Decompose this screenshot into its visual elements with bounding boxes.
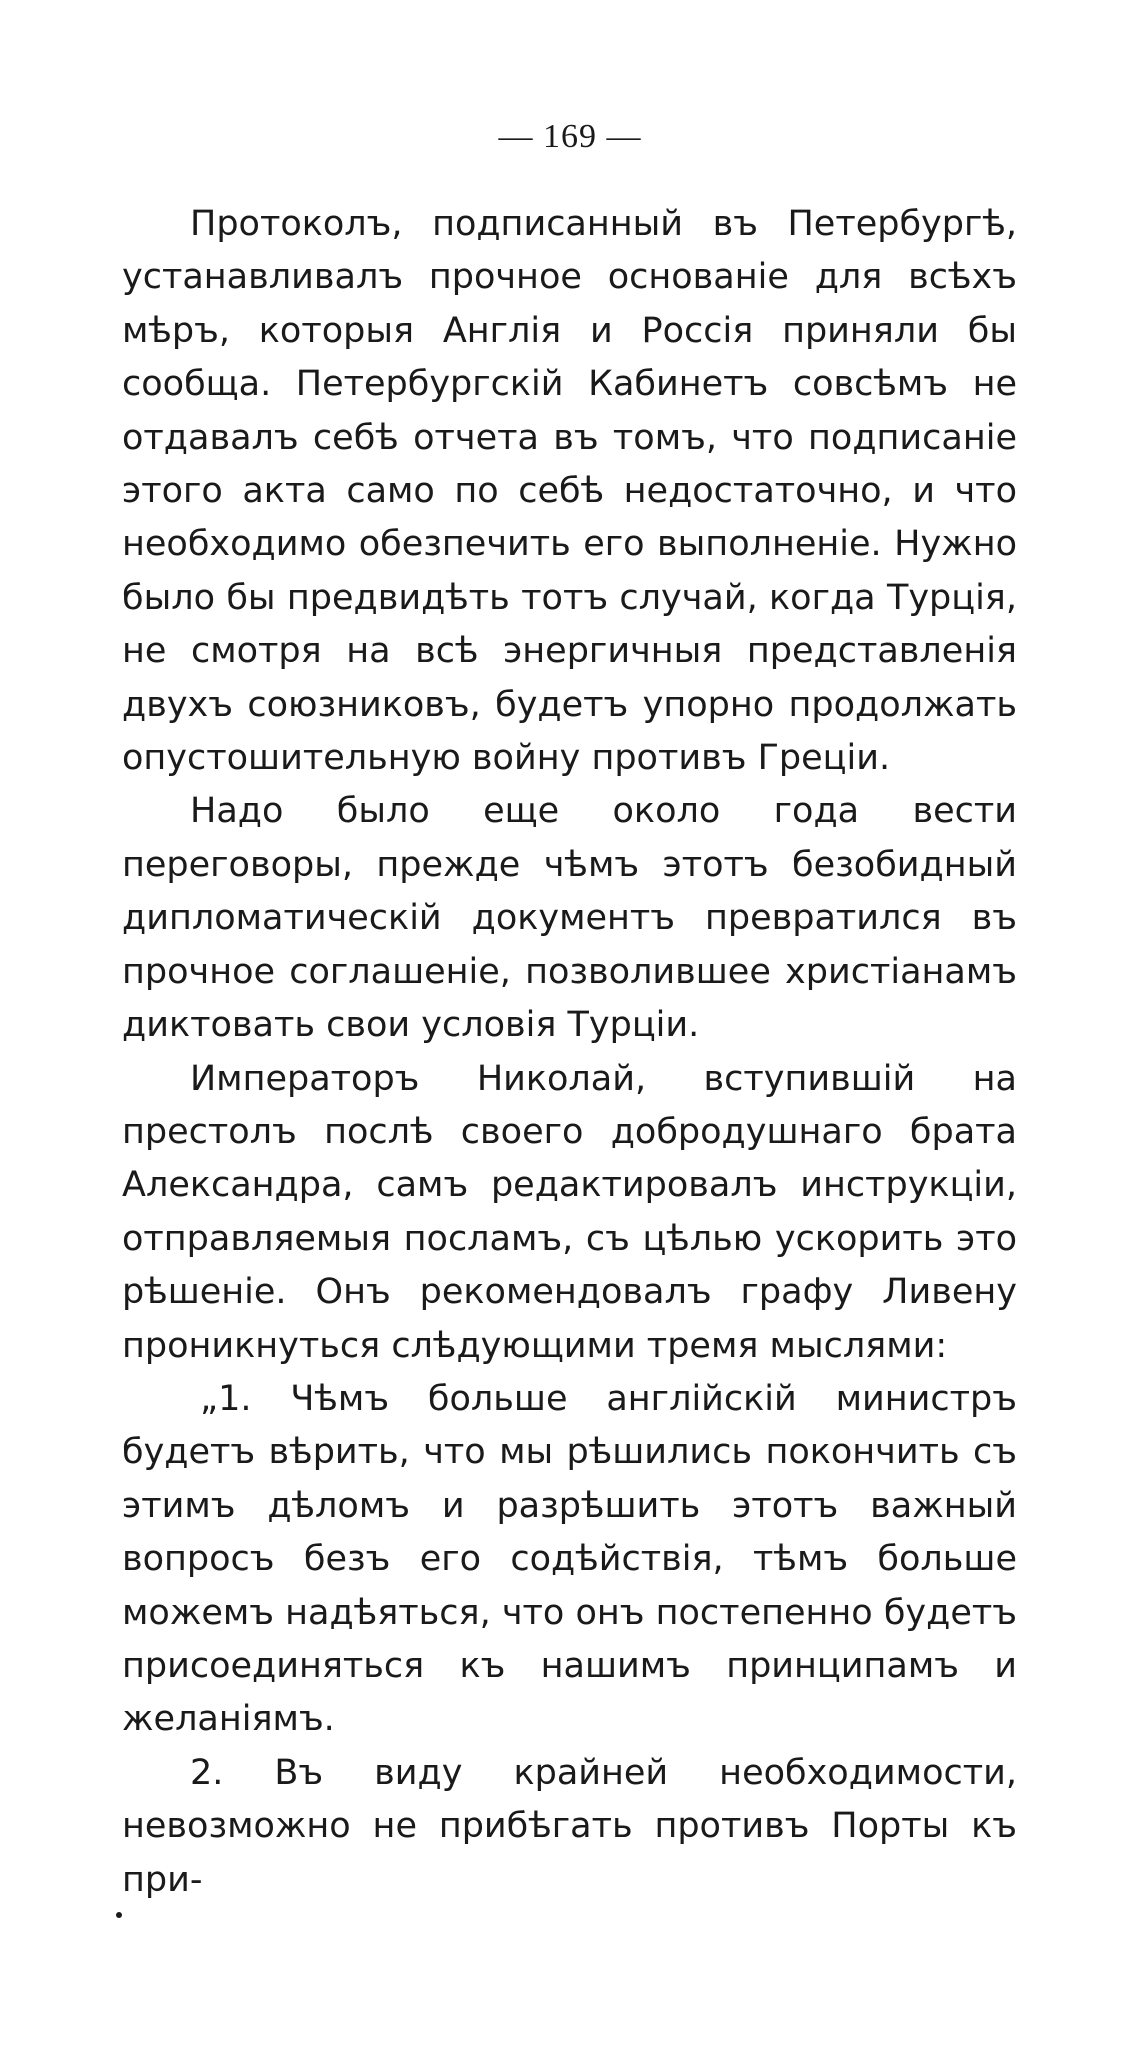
paragraph-point-1: „1. Чѣмъ больше англійскій министръ будетъ вѣрить, что мы рѣшились покончить съ этимъ дѣломъ и разрѣшить этотъ важный вопросъ безъ его содѣйствія, тѣмъ больше можемъ надѣяться, что онъ постепенно будетъ присоединяться къ нашимъ принципамъ и желаніямъ. — [122, 1378, 1017, 1740]
paragraph-point-2: 2. Въ виду крайней необходимости, невозможно не прибѣгать противъ Порты къ при- — [122, 1752, 1017, 1900]
paragraph-emperor-nicholas: Императоръ Николай, вступившій на престолъ послѣ своего добродушнаго брата Александра, самъ редактировалъ инструкціи, отправляемыя посламъ, съ цѣлью ускорить это рѣшеніе. Онъ рекомендовалъ графу Ливену проникнуться слѣдующими тремя мыслями: — [122, 1058, 1017, 1366]
page-number: — 169 — — [498, 118, 642, 155]
print-speck — [116, 1912, 122, 1918]
body-text — [122, 198, 1017, 1907]
paragraph-negotiations: Надо было еще около года вести переговоры, прежде чѣмъ этотъ безобидный дипломатическій документъ превратился въ прочное соглашеніе, позволившее христіанамъ диктовать свои условія Турціи. — [122, 791, 1017, 1046]
paragraph-protocol: Протоколъ, подписанный въ Петербургѣ, устанавливалъ прочное основаніе для всѣхъ мѣръ, которыя Англія и Россія приняли бы сообща. Петербургскій Кабинетъ совсѣмъ не отдавалъ себѣ отчета въ томъ, что подписаніе этого акта само по себѣ недостаточно, и что необходимо обезпечить его выполненіе. Нужно было бы предвидѣть тотъ случай, когда Турція, не смотря на всѣ энергичныя представленія двухъ союзниковъ, будетъ упорно продолжать опустошительную войну противъ Греціи. — [122, 204, 1017, 779]
